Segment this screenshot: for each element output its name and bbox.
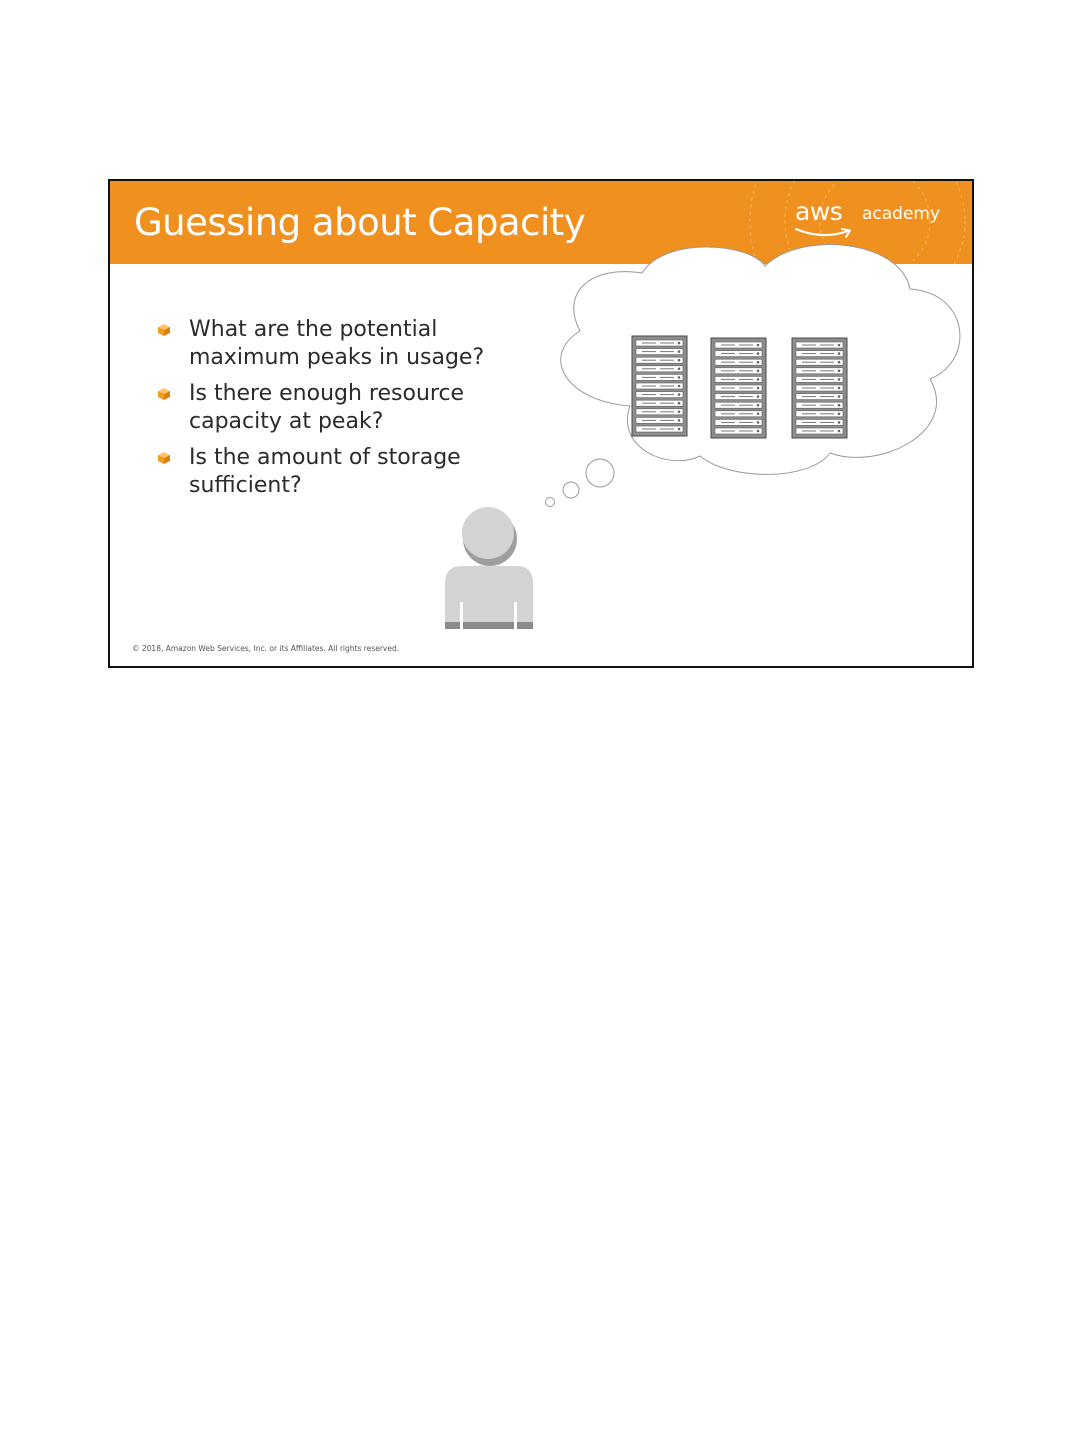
slide	[108, 179, 974, 668]
bullet-text: Is the amount of storage sufficient?	[189, 445, 461, 498]
server-rack-icon	[711, 338, 766, 438]
bullet-text: Is there enough resource capacity at peak?	[189, 381, 465, 434]
thought-bubble-medium	[563, 482, 579, 498]
server-racks	[632, 336, 847, 438]
person-icon	[445, 507, 533, 629]
slide-title: Guessing about Capacity	[134, 201, 586, 244]
thought-bubble-small	[546, 498, 555, 507]
server-rack-icon	[632, 336, 687, 436]
copyright-footer: © 2018, Amazon Web Services, Inc. or its Affiliates. All rights reserved.	[132, 644, 400, 653]
thought-bubble-large	[586, 459, 614, 487]
bullet-text: What are the potential maximum peaks in usage?	[189, 317, 485, 370]
server-rack-icon	[792, 338, 847, 438]
logo-academy-text: academy	[862, 204, 941, 224]
logo-aws-text: aws	[795, 197, 843, 226]
capacity-illustration	[110, 181, 972, 666]
